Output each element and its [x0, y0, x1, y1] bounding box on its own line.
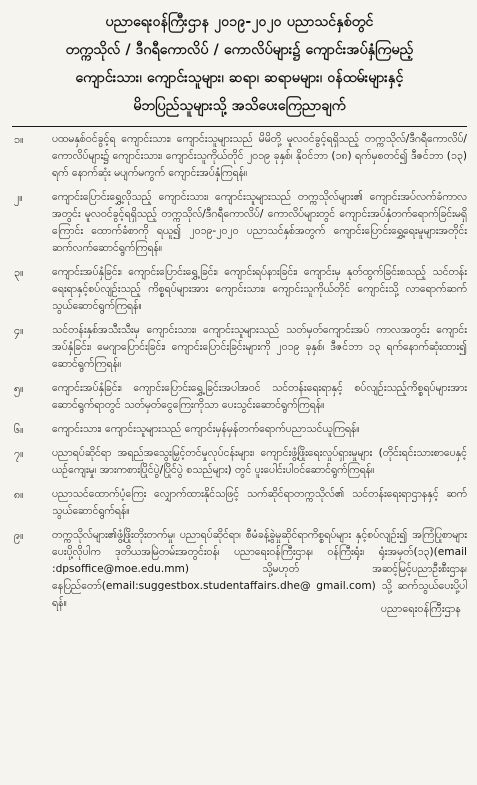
announcement-item — [12, 445, 467, 479]
announcement-item — [12, 189, 467, 257]
headline-line-3: ကျောင်းသား၊ ကျောင်းသူများ၊ ဆရာ၊ ဆရာမများ၊ ဝန်ထမ်းများနှင့် — [75, 70, 404, 86]
announcement-header — [12, 8, 467, 120]
announcement-item — [12, 421, 467, 438]
item-number: ၈။ — [14, 488, 24, 501]
issuer-signature: ပညာရေးဝန်ကြီးဌာန — [380, 602, 461, 615]
item-text: ကျောင်းပြောင်းရွှေ့လိုသည့် ကျောင်းသား၊ ကျောင်းသူများသည် တက္ကသိုလ်များ၏ ကျောင်းအပ်လက်ခံကာလအတွင်း မူလဝင်ခွင့်ရရှိသည့် တက္ကသိုလ်/ဒီဂရီကောလိပ်/ ကောလိပ်များတွင် ကျောင်းအပ်နှံတက်ရောက်ခြင်းမရှိကြောင်း ထောက်ခံစာကို ရယူ၍ ၂၀၁၉-၂၀၂၀ ပညာသင်နှစ်အတွက် ကျောင်းပြောင်းရွှေ့ရေးမူများအတိုင်း ဆက်လက်ဆောင်ရွက်ကြရန်။ — [52, 191, 467, 254]
item-number: ၂။ — [14, 191, 23, 204]
header-divider — [12, 126, 467, 127]
item-number: ၄။ — [14, 324, 24, 337]
item-text: ပညာရပ်ဆိုင်ရာ အရည်အသွေးမြှင့်တင်မှုလုပ်ငန်းများ၊ ကျောင်းဖွံ့ဖြိုးရေးလှုပ်ရှားမှုများ (တိုင်းရင်းသားစာပေနှင့်ယဉ်ကျေးမှု၊ အားကစားပြိုင်ပွဲ/ပြိုင်ပွဲ စသည်များ) တွင် ပူးပေါင်းပါဝင်ဆောင်ရွက်ကြရန်။ — [52, 447, 467, 476]
item-text: တက္ကသိုလ်များ၏ဖွံ့ဖြိုးတိုးတက်မှု၊ ပညာရပ်ဆိုင်ရာ၊ စီမံခန့်ခွဲမှုဆိုင်ရာကိစ္စရပ်များ နှင့်စပ်လျဉ်း၍ အကြံပြုစာများပေးပို့လိုပါက ဒုတိယအမြဲတမ်းအတွင်းဝန်၊ ပညာရေးဝန်ကြီးဌာန၊ ဝန်ကြီးရုံး၊ ရုံးအမှတ်(၁၃)(email :dpsoffice@moe.edu.mm) သို့မဟုတ် အဆင့်မြင့်ပညာဦးစီးဌာန၊ နေပြည်တော်(email:suggestbox.studentaffairs.dhe@ gmail.com) သို့ ဆက်သွယ်ပေးပို့ပါရန်။ — [52, 529, 467, 609]
announcement-item — [12, 486, 467, 520]
item-text: ကျောင်းအပ်နှံခြင်း၊ ကျောင်းပြောင်းရွှေ့ခြင်းအပါအဝင် သင်တန်းရေးရာနှင့် စပ်လျဉ်းသည့်ကိစ္စရပ်များအား ဆောင်ရွက်ရာတွင် သတ်မှတ်ငွေကြေးကိုသာ ပေးသွင်းဆောင်ရွက်ကြရန်။ — [52, 382, 467, 411]
headline-line-2: တက္ကသိုလ် / ဒီဂရီကောလိပ် / ကောလိပ်များ၌ ကျောင်းအပ်နှံကြမည့် — [65, 42, 414, 58]
item-number: ၆။ — [14, 423, 24, 436]
announcement-item — [12, 131, 467, 182]
announcement-item — [12, 322, 467, 373]
item-text: ကျောင်းသား၊ ကျောင်းသူများသည် ကျောင်းမှန်မှန်တက်ရောက်ပညာသင်ယူကြရန်။ — [52, 423, 360, 435]
headline-line-4: မိဘပြည်သူများသို့ အသိပေးကြေညာချက် — [133, 98, 346, 114]
headline-line-1: ပညာရေးဝန်ကြီးဌာန ၂၀၁၉-၂၀၂၀ ပညာသင်နှစ်တွင် — [105, 14, 374, 30]
announcement-item — [12, 264, 467, 315]
announcement-item — [12, 527, 467, 612]
item-text: သင်တန်းနှစ်အသီးသီးမှ ကျောင်းသား၊ ကျောင်းသူများသည် သတ်မှတ်ကျောင်းအပ် ကာလအတွင်း ကျောင်းအပ်နှံခြင်း၊ မေဂျာပြောင်းခြင်း၊ ကျောင်းပြောင်းခြင်းများကို ၂၀၁၉ ခုနှစ်၊ ဒီဇင်ဘာ ၁၃ ရက်နောက်ဆုံးထား၍ ဆောင်ရွက်ကြရန်။ — [52, 324, 467, 370]
item-text: ပညာသင်ထောက်ပံ့ကြေး လျှောက်ထားနိုင်သဖြင့် သက်ဆိုင်ရာတက္ကသိုလ်၏ သင်တန်းရေးရာဌာနနှင့် ဆက်သွယ်ဆောင်ရွက်ရန်။ — [52, 488, 467, 517]
item-number: ၅။ — [14, 382, 24, 395]
item-number: ၃။ — [14, 266, 24, 279]
announcement-items — [12, 131, 467, 612]
item-number: ၁။ — [14, 133, 24, 146]
item-text: ကျောင်းအပ်နှံခြင်း၊ ကျောင်းပြောင်းရွှေ့ခြင်း၊ ကျောင်းရပ်နားခြင်း၊ ကျောင်းမှ နုတ်ထွက်ခြင်းစသည့် သင်တန်းရေးရာနှင့်စပ်လျဉ်းသည့် ကိစ္စရပ်များအား ကျောင်းသား၊ ကျောင်းသူကိုယ်တိုင် ကျောင်းသို့ လာရောက်ဆက်သွယ်ဆောင်ရွက်ကြရန်။ — [52, 266, 467, 312]
item-text: ပထမနှစ်ဝင်ခွင့်ရ ကျောင်းသား၊ ကျောင်းသူများသည် မိမိတို့ မူလဝင်ခွင့်ရရှိသည့် တက္ကသိုလ်/ဒီဂရီကောလိပ်/ကောလိပ်များ၌ ကျောင်းသား၊ ကျောင်းသူကိုယ်တိုင် ၂၀၁၉ ခုနှစ်၊ နိုဝင်ဘာ (၁၈) ရက်မှစတင်၍ ဒီဇင်ဘာ (၁၃) ရက် နောက်ဆုံး မပျက်မကွက် ကျောင်းအပ်နှံကြရန်။ — [52, 133, 467, 179]
announcement-item — [12, 380, 467, 414]
item-number: ၇။ — [14, 447, 24, 460]
item-number: ၉။ — [14, 529, 24, 542]
